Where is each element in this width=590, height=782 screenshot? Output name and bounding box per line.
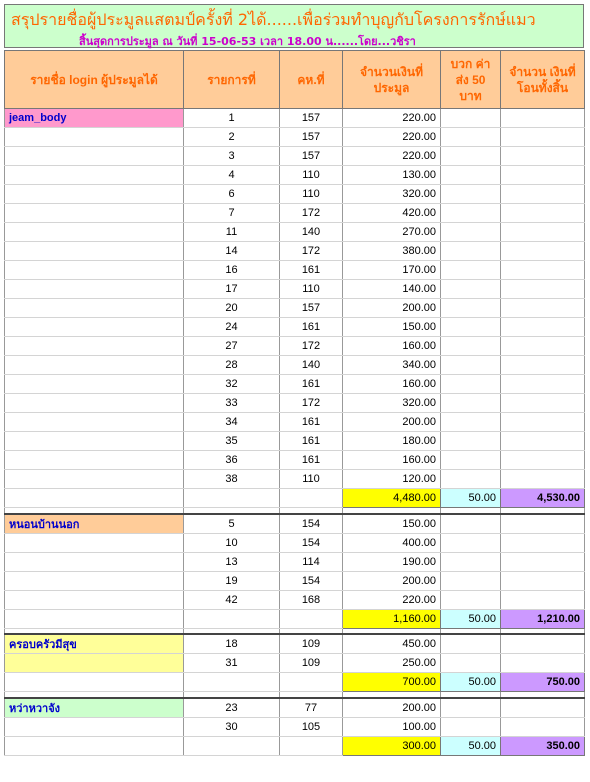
shipping-cell [441, 223, 501, 242]
bid-amount: 220.00 [343, 147, 441, 166]
table-row [5, 413, 585, 432]
item-number: 34 [184, 413, 280, 432]
total-cell [501, 147, 585, 166]
item-number: 42 [184, 590, 280, 609]
shipping-cell [441, 590, 501, 609]
item-number: 10 [184, 533, 280, 552]
post-number: 110 [280, 185, 343, 204]
table-row [5, 128, 585, 147]
table-row [5, 337, 585, 356]
total-cell [501, 698, 585, 718]
item-number: 16 [184, 261, 280, 280]
shipping-cell [441, 634, 501, 654]
table-row [5, 432, 585, 451]
table-row [5, 451, 585, 470]
shipping-cell [441, 451, 501, 470]
sheet-subtitle: สิ้นสุดการประมูล ณ วันที่ 15-06-53 เวลา 18.00 น......โดย...วชิรา [79, 35, 416, 48]
post-number: 77 [280, 698, 343, 718]
bidder-name-cell [5, 432, 184, 451]
bid-amount: 450.00 [343, 634, 441, 654]
shipping-cell [441, 261, 501, 280]
total-cell [501, 337, 585, 356]
bid-amount: 420.00 [343, 204, 441, 223]
table-row [5, 204, 585, 223]
table-row [5, 223, 585, 242]
table-row [5, 261, 585, 280]
table-row [5, 166, 585, 185]
bidder-name-cell [5, 147, 184, 166]
post-number: 157 [280, 299, 343, 318]
table-row [5, 698, 585, 718]
bidder-name-cell [5, 261, 184, 280]
item-number: 7 [184, 204, 280, 223]
item-number: 31 [184, 654, 280, 673]
post-number: 161 [280, 261, 343, 280]
shipping-cell [441, 185, 501, 204]
post-number: 161 [280, 318, 343, 337]
bid-amount: 400.00 [343, 533, 441, 552]
table-row [5, 394, 585, 413]
total-cell [501, 717, 585, 736]
post-number: 140 [280, 356, 343, 375]
blank-cell [280, 673, 343, 692]
bidder-name-cell [5, 299, 184, 318]
bid-amount: 120.00 [343, 470, 441, 489]
group-total-row [5, 673, 585, 692]
item-number: 11 [184, 223, 280, 242]
bid-amount: 200.00 [343, 299, 441, 318]
bidder-name-cell [5, 451, 184, 470]
post-number: 157 [280, 128, 343, 147]
post-number: 161 [280, 413, 343, 432]
bid-amount: 220.00 [343, 590, 441, 609]
column-header-item: รายการที่ [184, 51, 280, 109]
table-row [5, 717, 585, 736]
total-cell [501, 394, 585, 413]
total-cell [501, 375, 585, 394]
bid-amount: 150.00 [343, 318, 441, 337]
shipping-cell [441, 375, 501, 394]
bid-amount: 270.00 [343, 223, 441, 242]
item-number: 14 [184, 242, 280, 261]
total-cell [501, 318, 585, 337]
total-cell [501, 128, 585, 147]
column-header-post: คห.ที่ [280, 51, 343, 109]
blank-cell [184, 736, 280, 755]
blank-cell [5, 736, 184, 755]
table-row [5, 375, 585, 394]
item-number: 20 [184, 299, 280, 318]
bid-amount: 160.00 [343, 337, 441, 356]
post-number: 172 [280, 204, 343, 223]
item-number: 18 [184, 634, 280, 654]
post-number: 161 [280, 432, 343, 451]
group-shipping: 50.00 [441, 489, 501, 508]
total-cell [501, 590, 585, 609]
group-bid-total: 1,160.00 [343, 609, 441, 628]
bid-amount: 140.00 [343, 280, 441, 299]
item-number: 33 [184, 394, 280, 413]
table-row [5, 571, 585, 590]
item-number: 1 [184, 109, 280, 128]
blank-cell [5, 489, 184, 508]
post-number: 172 [280, 337, 343, 356]
sheet-header [4, 4, 584, 48]
item-number: 32 [184, 375, 280, 394]
shipping-cell [441, 413, 501, 432]
blank-cell [5, 609, 184, 628]
total-cell [501, 356, 585, 375]
blank-cell [5, 673, 184, 692]
shipping-cell [441, 318, 501, 337]
blank-cell [280, 609, 343, 628]
item-number: 19 [184, 571, 280, 590]
post-number: 161 [280, 375, 343, 394]
shipping-cell [441, 698, 501, 718]
item-number: 27 [184, 337, 280, 356]
table-row [5, 356, 585, 375]
blank-cell [280, 489, 343, 508]
table-row [5, 470, 585, 489]
bid-amount: 190.00 [343, 552, 441, 571]
bid-amount: 160.00 [343, 451, 441, 470]
bidder-name-cell [5, 128, 184, 147]
shipping-cell [441, 654, 501, 673]
item-number: 2 [184, 128, 280, 147]
bid-amount: 320.00 [343, 394, 441, 413]
bid-amount: 130.00 [343, 166, 441, 185]
post-number: 110 [280, 470, 343, 489]
post-number: 109 [280, 634, 343, 654]
bidder-name: jeam_body [5, 109, 184, 128]
shipping-cell [441, 337, 501, 356]
bidder-name: หนอนบ้านนอก [5, 514, 184, 534]
bidder-name: ครอบครัวมีสุข [5, 634, 184, 654]
bid-amount: 220.00 [343, 128, 441, 147]
total-cell [501, 634, 585, 654]
total-cell [501, 571, 585, 590]
total-cell [501, 109, 585, 128]
shipping-cell [441, 280, 501, 299]
post-number: 157 [280, 147, 343, 166]
table-row [5, 590, 585, 609]
total-cell [501, 451, 585, 470]
table-row [5, 280, 585, 299]
group-shipping: 50.00 [441, 736, 501, 755]
item-number: 28 [184, 356, 280, 375]
post-number: 172 [280, 394, 343, 413]
item-number: 24 [184, 318, 280, 337]
item-number: 36 [184, 451, 280, 470]
total-cell [501, 514, 585, 534]
blank-cell [184, 673, 280, 692]
post-number: 105 [280, 717, 343, 736]
blank-cell [184, 609, 280, 628]
shipping-cell [441, 717, 501, 736]
column-header-amount: จำนวนเงินที่ประมูล [343, 51, 441, 109]
bid-amount: 320.00 [343, 185, 441, 204]
item-number: 6 [184, 185, 280, 204]
shipping-cell [441, 242, 501, 261]
shipping-cell [441, 166, 501, 185]
post-number: 157 [280, 109, 343, 128]
bidder-name-cell [5, 571, 184, 590]
post-number: 109 [280, 654, 343, 673]
shipping-cell [441, 204, 501, 223]
table-row [5, 299, 585, 318]
column-header-shipping: บวก ค่าส่ง 50 บาท [441, 51, 501, 109]
shipping-cell [441, 299, 501, 318]
bid-amount: 160.00 [343, 375, 441, 394]
bidder-name-cell [5, 185, 184, 204]
total-cell [501, 280, 585, 299]
total-cell [501, 299, 585, 318]
total-cell [501, 223, 585, 242]
table-row [5, 109, 585, 128]
group-shipping: 50.00 [441, 673, 501, 692]
post-number: 154 [280, 571, 343, 590]
item-number: 3 [184, 147, 280, 166]
table-row [5, 185, 585, 204]
total-cell [501, 185, 585, 204]
group-bid-total: 700.00 [343, 673, 441, 692]
total-cell [501, 261, 585, 280]
bid-amount: 200.00 [343, 413, 441, 432]
item-number: 13 [184, 552, 280, 571]
bid-amount: 220.00 [343, 109, 441, 128]
bid-amount: 250.00 [343, 654, 441, 673]
bidder-name-cell [5, 590, 184, 609]
column-header-login: รายชื่อ login ผู้ประมูลได้ [5, 51, 184, 109]
bid-amount: 150.00 [343, 514, 441, 534]
table-row [5, 242, 585, 261]
shipping-cell [441, 533, 501, 552]
bidder-name-cell [5, 394, 184, 413]
post-number: 154 [280, 514, 343, 534]
bidder-name: หว่าหวาจัง [5, 698, 184, 718]
group-total-row [5, 609, 585, 628]
group-total-row [5, 489, 585, 508]
table-row [5, 533, 585, 552]
total-cell [501, 166, 585, 185]
bidder-name-cell [5, 280, 184, 299]
bidder-name-cell [5, 242, 184, 261]
group-bid-total: 4,480.00 [343, 489, 441, 508]
table-row [5, 514, 585, 534]
bidder-name-cell [5, 356, 184, 375]
shipping-cell [441, 394, 501, 413]
bidder-name-cell [5, 223, 184, 242]
bid-amount: 200.00 [343, 698, 441, 718]
column-header-total: จำนวน เงินที่โอนทั้งสิ้น [501, 51, 585, 109]
bidder-name-cell [5, 654, 184, 673]
total-cell [501, 533, 585, 552]
sheet-title: สรุปรายชื่อผู้ประมูลแสตมป์ครั้งที่ 2ได้......เพื่อร่วมทำบุญกับโครงการรักษ์แมว [11, 10, 536, 29]
item-number: 30 [184, 717, 280, 736]
table-row [5, 318, 585, 337]
shipping-cell [441, 109, 501, 128]
group-grand-total: 1,210.00 [501, 609, 585, 628]
bid-amount: 100.00 [343, 717, 441, 736]
shipping-cell [441, 432, 501, 451]
item-number: 5 [184, 514, 280, 534]
item-number: 23 [184, 698, 280, 718]
bid-amount: 170.00 [343, 261, 441, 280]
total-cell [501, 432, 585, 451]
group-shipping: 50.00 [441, 609, 501, 628]
table-row [5, 552, 585, 571]
blank-cell [184, 489, 280, 508]
total-cell [501, 204, 585, 223]
total-cell [501, 470, 585, 489]
group-bid-total: 300.00 [343, 736, 441, 755]
bidder-name-cell [5, 717, 184, 736]
post-number: 168 [280, 590, 343, 609]
bid-amount: 340.00 [343, 356, 441, 375]
shipping-cell [441, 356, 501, 375]
total-cell [501, 552, 585, 571]
post-number: 110 [280, 166, 343, 185]
bidder-name-cell [5, 337, 184, 356]
group-grand-total: 750.00 [501, 673, 585, 692]
item-number: 4 [184, 166, 280, 185]
column-header-row [5, 51, 585, 109]
group-grand-total: 4,530.00 [501, 489, 585, 508]
group-total-row [5, 736, 585, 755]
shipping-cell [441, 571, 501, 590]
post-number: 114 [280, 552, 343, 571]
bidder-name-cell [5, 533, 184, 552]
table-row [5, 634, 585, 654]
bidder-name-cell [5, 413, 184, 432]
post-number: 161 [280, 451, 343, 470]
bidder-name-cell [5, 552, 184, 571]
post-number: 140 [280, 223, 343, 242]
shipping-cell [441, 552, 501, 571]
auction-table [4, 50, 585, 756]
bidder-name-cell [5, 470, 184, 489]
table-body [5, 109, 585, 756]
table-row [5, 654, 585, 673]
post-number: 154 [280, 533, 343, 552]
blank-cell [280, 736, 343, 755]
bid-amount: 380.00 [343, 242, 441, 261]
item-number: 38 [184, 470, 280, 489]
item-number: 17 [184, 280, 280, 299]
post-number: 110 [280, 280, 343, 299]
shipping-cell [441, 514, 501, 534]
bid-amount: 180.00 [343, 432, 441, 451]
total-cell [501, 413, 585, 432]
bid-amount: 200.00 [343, 571, 441, 590]
table-row [5, 147, 585, 166]
bidder-name-cell [5, 166, 184, 185]
shipping-cell [441, 128, 501, 147]
bidder-name-cell [5, 318, 184, 337]
post-number: 172 [280, 242, 343, 261]
bidder-name-cell [5, 204, 184, 223]
item-number: 35 [184, 432, 280, 451]
total-cell [501, 654, 585, 673]
shipping-cell [441, 470, 501, 489]
bidder-name-cell [5, 375, 184, 394]
shipping-cell [441, 147, 501, 166]
group-grand-total: 350.00 [501, 736, 585, 755]
total-cell [501, 242, 585, 261]
